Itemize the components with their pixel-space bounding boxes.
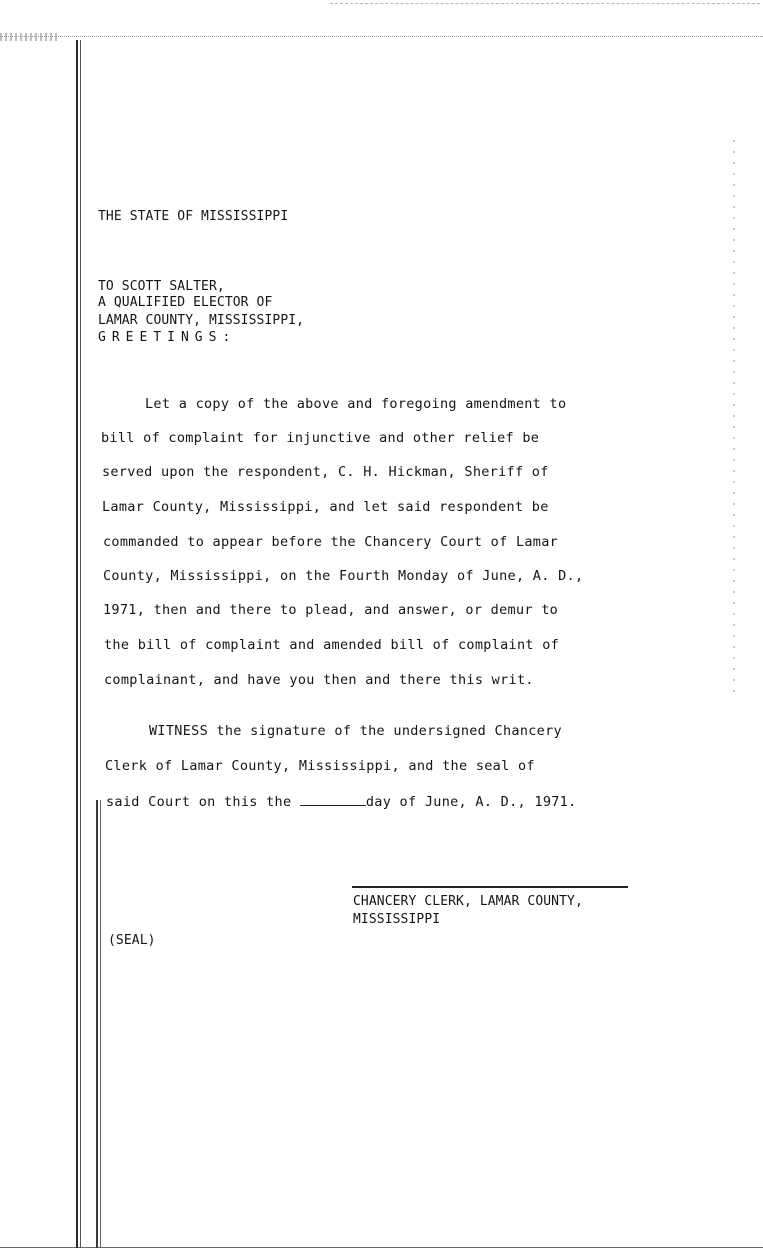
address-line-1: TO SCOTT SALTER, <box>98 279 225 294</box>
address-line-3: LAMAR COUNTY, MISSISSIPPI, <box>98 313 305 328</box>
date-blank <box>300 793 366 806</box>
paragraph-1-line-3: served upon the respondent, C. H. Hickman, Sheriff of <box>102 464 549 480</box>
paragraph-1-line-1: Let a copy of the above and foregoing amendment to <box>145 396 567 412</box>
paragraph-2-line-3-start: said Court on this the <box>106 794 300 810</box>
paragraph-1-line-7: 1971, then and there to plead, and answer, or demur to <box>103 602 559 618</box>
paragraph-1-line-6: County, Mississippi, on the Fourth Monday of June, A. D., <box>103 568 584 584</box>
paragraph-2-line-3-end: day of June, A. D., 1971. <box>365 794 577 810</box>
paragraph-1-line-5: commanded to appear before the Chancery Court of Lamar <box>103 534 559 550</box>
paragraph-1-line-8: the bill of complaint and amended bill of complaint of <box>104 637 560 653</box>
left-margin-rule-lower-inner <box>100 800 101 1248</box>
left-margin-rule-lower <box>96 800 98 1248</box>
paragraph-2-line-3 <box>106 793 577 810</box>
scan-artifact-dots <box>330 3 760 4</box>
paragraph-2-line-1: WITNESS the signature of the undersigned Chancery <box>149 723 562 739</box>
signature-title-line-2: MISSISSIPPI <box>353 912 441 927</box>
left-margin-rule <box>76 40 78 1248</box>
document-heading: THE STATE OF MISSISSIPPI <box>98 209 289 224</box>
address-line-2: A QUALIFIED ELECTOR OF <box>98 295 273 310</box>
greeting: GREETINGS: <box>98 330 237 345</box>
paragraph-1-line-9: complainant, and have you then and there this writ. <box>104 672 534 688</box>
scan-artifact-bottom-line <box>0 1247 763 1248</box>
signature-line <box>352 886 628 888</box>
signature-title-line-1: CHANCERY CLERK, LAMAR COUNTY, <box>353 894 583 909</box>
scan-artifact-smudge <box>0 33 60 41</box>
seal-label: (SEAL) <box>108 933 156 948</box>
paragraph-1-line-2: bill of complaint for injunctive and other relief be <box>101 430 540 446</box>
scan-artifact-top-line <box>0 36 763 37</box>
scan-artifact-right-specks <box>733 140 735 700</box>
paragraph-2-line-2: Clerk of Lamar County, Mississippi, and the seal of <box>105 758 535 774</box>
left-margin-rule-inner <box>80 40 81 1248</box>
paragraph-1-line-4: Lamar County, Mississippi, and let said respondent be <box>102 499 549 515</box>
